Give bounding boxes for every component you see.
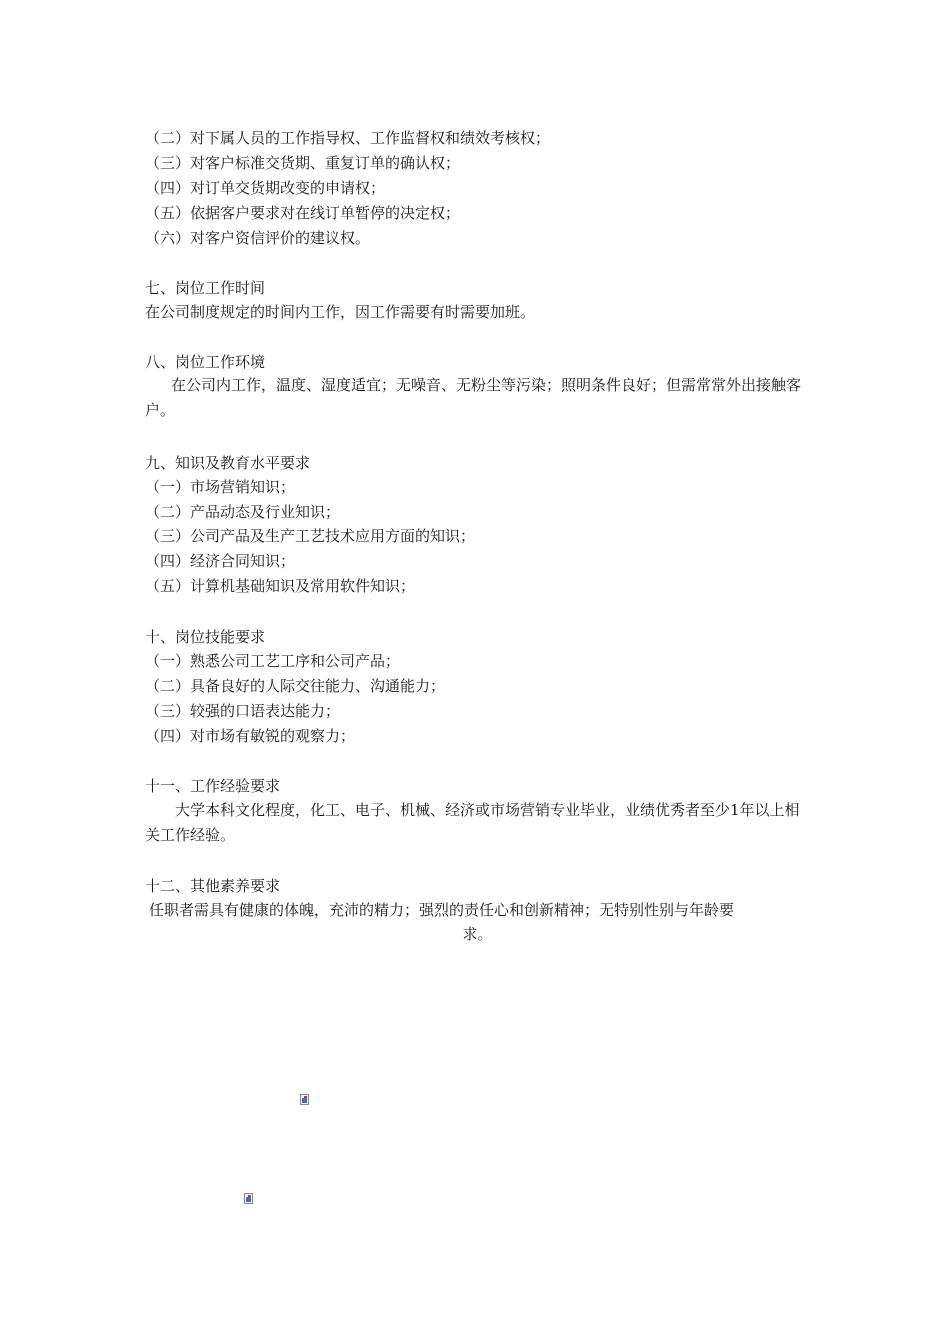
- rights-item-5: （五）依据客户要求对在线订单暂停的决定权；: [145, 204, 461, 222]
- other-qualities-line-2: 求。: [462, 925, 493, 943]
- knowledge-item-3: （三）公司产品及生产工艺技术应用方面的知识；: [145, 527, 476, 545]
- section-heading-knowledge: 九、知识及教育水平要求: [145, 454, 311, 472]
- rights-item-3: （三）对客户标准交货期、重复订单的确认权；: [145, 154, 461, 172]
- skills-item-3: （三）较强的口语表达能力；: [145, 702, 341, 720]
- broken-image-icon: [243, 1193, 253, 1204]
- experience-body: 大学本科文化程度，化工、电子、机械、经济或市场营销专业毕业，业绩优秀者至少1年以上相关工作经验。: [145, 801, 800, 844]
- skills-item-2: （二）具备良好的人际交往能力、沟通能力；: [145, 677, 446, 695]
- knowledge-item-1: （一）市场营销知识；: [145, 478, 296, 496]
- knowledge-item-5: （五）计算机基础知识及常用软件知识；: [145, 577, 416, 595]
- rights-item-6: （六）对客户资信评价的建议权。: [145, 229, 371, 247]
- section-heading-experience: 十一、工作经验要求: [145, 777, 281, 795]
- rights-item-4: （四）对订单交货期改变的申请权；: [145, 179, 386, 197]
- work-time-body: 在公司制度规定的时间内工作，因工作需要有时需要加班。: [145, 303, 536, 321]
- rights-item-2: （二）对下属人员的工作指导权、工作监督权和绩效考核权；: [145, 129, 551, 147]
- section-heading-work-environment: 八、岗位工作环境: [145, 353, 266, 371]
- knowledge-item-4: （四）经济合同知识；: [145, 552, 296, 570]
- section-heading-other-qualities: 十二、其他素养要求: [145, 877, 281, 895]
- skills-item-1: （一）熟悉公司工艺工序和公司产品；: [145, 652, 401, 670]
- section-heading-work-time: 七、岗位工作时间: [145, 279, 266, 297]
- other-qualities-line-1: 任职者需具有健康的体魄，充沛的精力；强烈的责任心和创新精神；无特别性别与年龄要: [149, 901, 735, 919]
- work-environment-body: 在公司内工作，温度、湿度适宜；无噪音、无粉尘等污染；照明条件良好；但需常常外出接触客户。: [145, 376, 802, 419]
- knowledge-item-2: （二）产品动态及行业知识；: [145, 503, 341, 521]
- section-heading-skills: 十、岗位技能要求: [145, 628, 266, 646]
- skills-item-4: （四）对市场有敏锐的观察力；: [145, 727, 356, 745]
- broken-image-icon: [299, 1094, 309, 1105]
